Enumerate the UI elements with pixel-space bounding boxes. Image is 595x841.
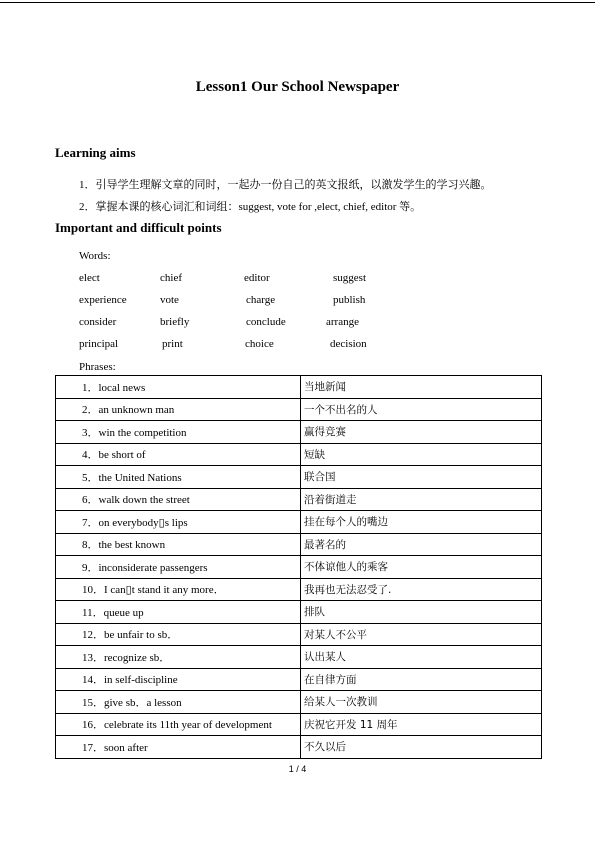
table-row (56, 488, 542, 511)
phrase-en: 7．on everybody▯s lips (56, 511, 301, 534)
table-row (56, 691, 542, 714)
words-row (0, 338, 595, 360)
important-points-heading: Important and difficult points (55, 220, 222, 235)
phrase-en: 1．local news (56, 376, 301, 399)
table-row (56, 533, 542, 556)
words-row (0, 294, 595, 316)
phrase-en: 15．give sb．a lesson (56, 691, 301, 714)
word: chief (160, 272, 182, 284)
phrase-en: 5．the United Nations (56, 466, 301, 489)
phrase-en: 2．an unknown man (56, 398, 301, 421)
table-row (56, 443, 542, 466)
phrase-en: 17．soon after (56, 736, 301, 759)
phrase-en: 16．celebrate its 11th year of development (56, 713, 301, 736)
phrase-zh: 认出某人 (301, 646, 542, 669)
word: print (162, 338, 183, 350)
phrase-zh: 排队 (301, 601, 542, 624)
phrase-zh: 挂在每个人的嘴边 (301, 511, 542, 534)
phrases-label: Phrases: (79, 361, 116, 373)
phrase-zh: 给某人一次教训 (301, 691, 542, 714)
phrase-zh: 在自律方面 (301, 668, 542, 691)
words-row (0, 316, 595, 338)
word: principal (79, 338, 119, 350)
phrase-en: 3．win the competition (56, 421, 301, 444)
phrase-zh: 一个不出名的人 (301, 398, 542, 421)
learning-aim-2: 2．掌握本课的核心词汇和词组：suggest, vote for ,elect, chief, editor 等。 (79, 201, 422, 213)
top-rule (0, 2, 595, 3)
learning-aims-heading: Learning aims (55, 145, 136, 160)
learning-aim-1: 1．引导学生理解文章的同时，一起办一份自己的英文报纸，以激发学生的学习兴趣。 (79, 179, 492, 191)
phrase-zh: 不体谅他人的乘客 (301, 556, 542, 579)
words-label: Words: (79, 250, 111, 262)
word: suggest (333, 272, 366, 284)
phrase-en: 10．I can▯t stand it any more． (56, 578, 301, 601)
page-number: 1 / 4 (288, 764, 307, 774)
table-row (56, 376, 542, 399)
table-row (56, 466, 542, 489)
phrase-zh: 沿着街道走 (301, 488, 542, 511)
table-row (56, 668, 542, 691)
phrases-table (55, 375, 542, 759)
table-row (56, 646, 542, 669)
word: editor (244, 272, 270, 284)
word: elect (79, 272, 100, 284)
word: arrange (326, 316, 359, 328)
word: charge (246, 294, 276, 306)
phrase-zh: 最著名的 (301, 533, 542, 556)
table-row (56, 713, 542, 736)
word: choice (245, 338, 274, 350)
word: briefly (160, 316, 190, 328)
table-row (56, 578, 542, 601)
phrase-en: 6．walk down the street (56, 488, 301, 511)
phrase-zh: 联合国 (301, 466, 542, 489)
table-row (56, 511, 542, 534)
phrase-en: 14．in self-discipline (56, 668, 301, 691)
table-row (56, 736, 542, 759)
words-grid (0, 272, 595, 360)
phrase-en: 13．recognize sb． (56, 646, 301, 669)
word: publish (333, 294, 366, 306)
word: consider (79, 316, 117, 328)
phrase-zh: 对某人不公平 (301, 623, 542, 646)
phrase-zh: 当地新闻 (301, 376, 542, 399)
phrase-en: 12．be unfair to sb． (56, 623, 301, 646)
table-row (56, 623, 542, 646)
page-title: Lesson1 Our School Newspaper (195, 79, 400, 95)
phrase-zh: 赢得竞赛 (301, 421, 542, 444)
phrase-en: 4．be short of (56, 443, 301, 466)
table-row (56, 421, 542, 444)
table-row (56, 398, 542, 421)
phrase-zh: 短缺 (301, 443, 542, 466)
words-row (0, 272, 595, 294)
phrase-en: 11．queue up (56, 601, 301, 624)
phrase-zh: 我再也无法忍受了. (301, 578, 542, 601)
phrase-zh: 庆祝它开发 11 周年 (301, 713, 542, 736)
word: experience (79, 294, 127, 306)
word: vote (160, 294, 179, 306)
phrase-en: 9．inconsiderate passengers (56, 556, 301, 579)
word: conclude (246, 316, 286, 328)
phrase-en: 8．the best known (56, 533, 301, 556)
table-row (56, 601, 542, 624)
table-row (56, 556, 542, 579)
word: decision (330, 338, 367, 350)
phrase-zh: 不久以后 (301, 736, 542, 759)
